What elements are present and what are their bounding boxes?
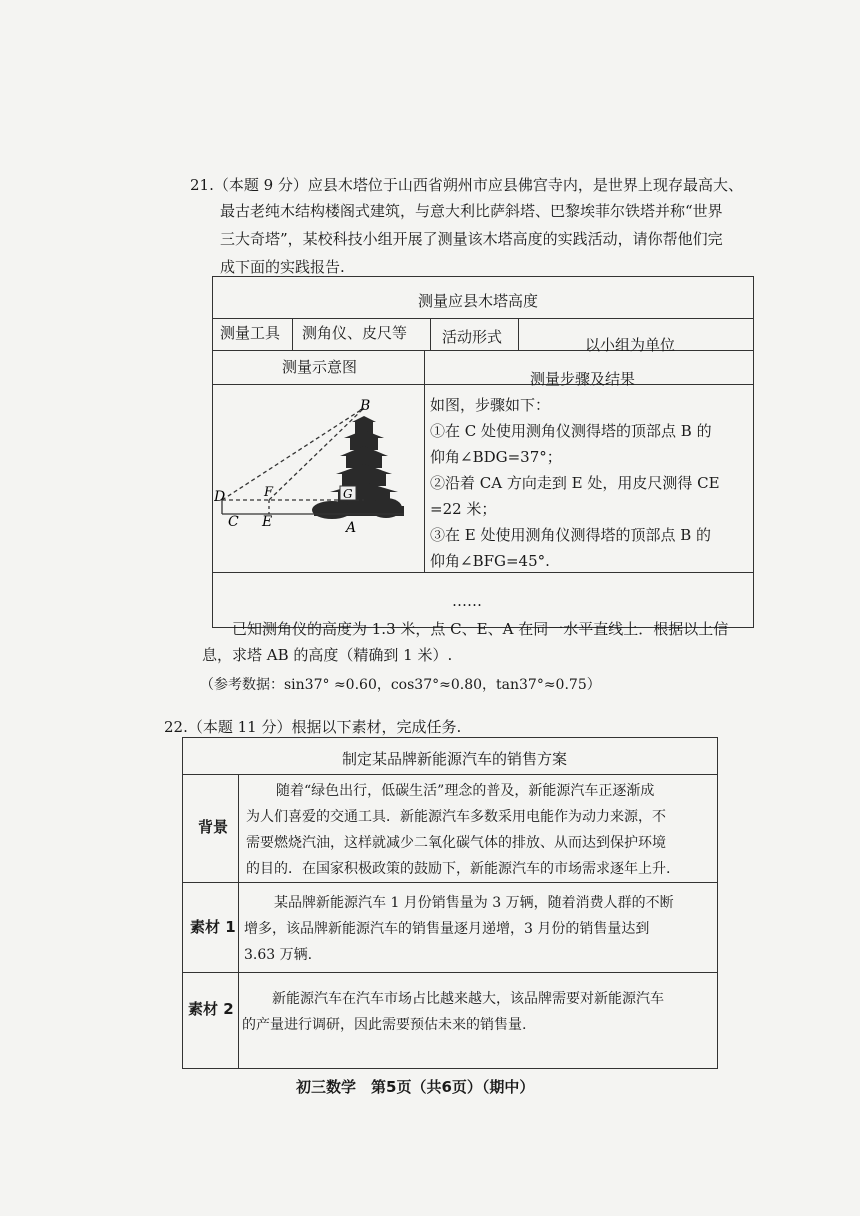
q21-form-label: 活动形式 (442, 328, 503, 346)
label-E: E (262, 514, 273, 530)
q21-intro-line-1: 21.（本题 9 分）应县木塔位于山西省朔州市应县佛宫寺内，是世界上现存最高大、 (190, 176, 743, 194)
step-line: 仰角∠BDG=37°； (430, 448, 562, 466)
pagoda-illustration (312, 416, 404, 519)
page-footer: 初三数学 第5页（共6页）（期中） (296, 1078, 535, 1096)
q21-ellipsis: …… (452, 592, 482, 610)
q22-row-label-background: 背景 (198, 818, 229, 836)
q21-intro-line-2: 最古老纯木结构楼阁式建筑，与意大利比萨斜塔、巴黎埃菲尔铁塔并称“世界 (220, 202, 723, 220)
q22-row-label-material-2: 素材 2 (188, 1000, 234, 1018)
label-D: D (214, 489, 226, 505)
q21-question-line-1: 已知测角仪的高度为 1.3 米，点 C、E、A 在同一水平直线上．根据以上信 (232, 620, 729, 638)
label-B: B (360, 398, 371, 414)
q21-tool-label: 测量工具 (220, 324, 281, 342)
q21-tool-value: 测角仪、皮尺等 (302, 324, 408, 342)
q21-diagram-header: 测量示意图 (282, 358, 358, 376)
label-G: G (343, 487, 353, 501)
q21-reference-data: （参考数据：sin37° ≈0.60，cos37°≈0.80，tan37°≈0.75） (200, 677, 601, 693)
step-line: ③在 E 处使用测角仪测得塔的顶部点 B 的 (430, 526, 712, 544)
step-line: ②沿着 CA 方向走到 E 处，用皮尺测得 CE (430, 474, 720, 492)
q21-steps (430, 392, 750, 574)
measurement-diagram (214, 386, 422, 536)
q22-material-2-text: 新能源汽车在汽车市场占比越来越大，该品牌需要对新能源汽车 的产量进行调研，因此需要预估未来的销售量. (242, 991, 664, 1033)
q21-steps-header: 测量步骤及结果 (530, 370, 636, 388)
label-F: F (264, 485, 274, 500)
q22-table-title: 制定某品牌新能源汽车的销售方案 (342, 750, 568, 768)
q21-form-value: 以小组为单位 (585, 336, 676, 354)
label-C: C (228, 514, 239, 530)
q21-intro-line-3: 三大奇塔”，某校科技小组开展了测量该木塔高度的实践活动，请你帮他们完 (220, 230, 723, 248)
q21-question-line-2: 息，求塔 AB 的高度（精确到 1 米）. (202, 646, 453, 664)
q21-intro-line-4: 成下面的实践报告. (220, 258, 345, 276)
label-A: A (346, 520, 357, 536)
q22-material-1-text: 某品牌新能源汽车 1 月份销售量为 3 万辆，随着消费人群的不断 增多，该品牌新能源汽车的销售量逐月递增，3 月份的销售量达到 3.63 万辆. (244, 895, 674, 963)
q22-row-label-material-1: 素材 1 (190, 918, 236, 936)
step-line: 如图，步骤如下： (430, 396, 551, 414)
q22-intro: 22.（本题 11 分）根据以下素材，完成任务. (164, 718, 462, 736)
step-line: =22 米； (430, 500, 497, 518)
step-line: 仰角∠BFG=45°. (430, 552, 550, 570)
step-line: ①在 C 处使用测角仪测得塔的顶部点 B 的 (430, 422, 712, 440)
q22-background-text: 随着“绿色出行，低碳生活”理念的普及，新能源汽车正逐渐成 为人们喜爱的交通工具．新能源汽车多数采用电能作为动力来源，不 需要燃烧汽油，这样就减少二氧化碳气体的排放、从而达到保护环境 的目的．在国家积极政策的鼓励下，新能源汽车的市场需求逐年上升. (246, 783, 671, 877)
q21-table-title: 测量应县木塔高度 (418, 292, 539, 310)
